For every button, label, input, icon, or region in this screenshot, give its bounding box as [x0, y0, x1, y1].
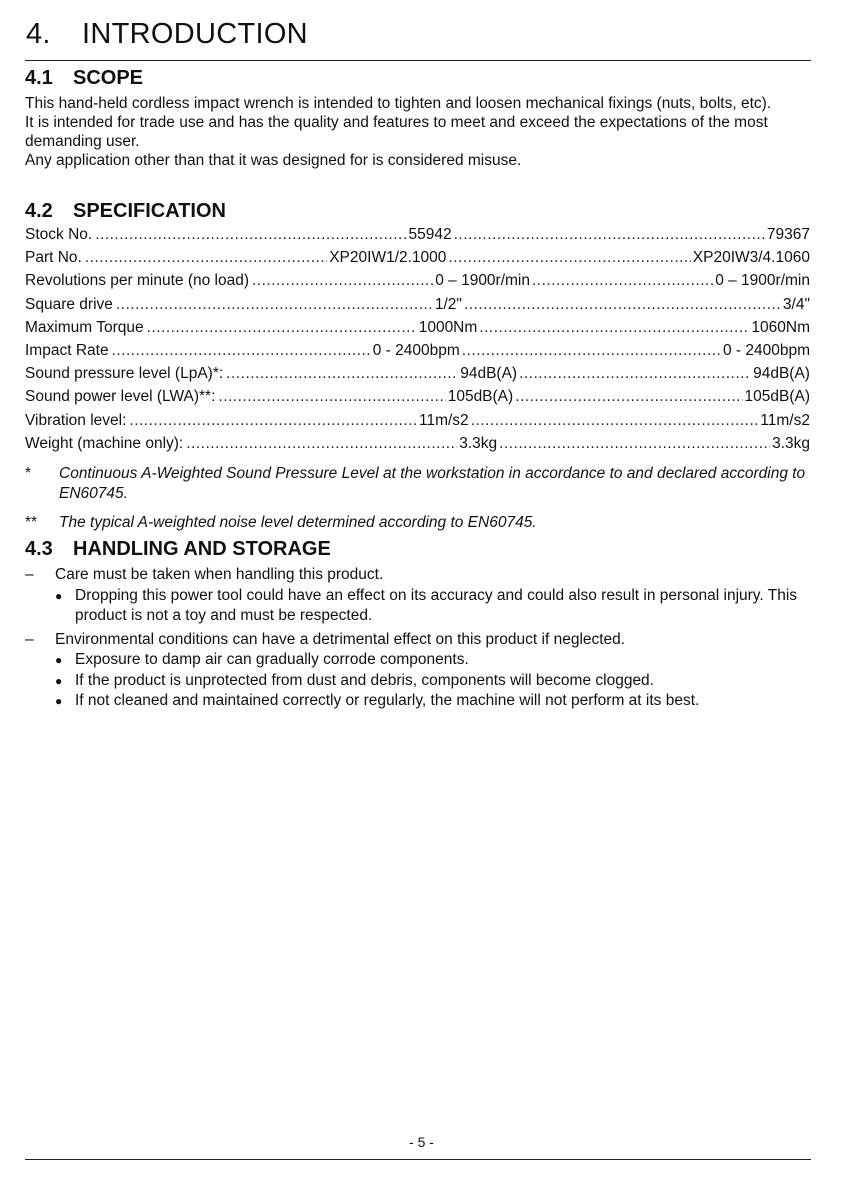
- footnote-text: Continuous A-Weighted Sound Pressure Level at the workstation in accordance to and declared according to EN60745.: [59, 465, 806, 502]
- spec-label: Sound power level (LWA)**:: [25, 388, 216, 406]
- scope-title: SCOPE: [73, 67, 144, 89]
- bullet-text: Exposure to damp air can gradually corrode components.: [75, 651, 469, 668]
- leader-dots: [252, 272, 433, 290]
- spec-value-model-1: 3.3kg: [459, 434, 498, 452]
- leader-dots: [147, 319, 417, 337]
- bullet-item: [55, 586, 815, 627]
- handling-number: 4.3: [25, 538, 53, 560]
- leader-dots: [226, 365, 458, 383]
- spec-value-model-1: 1/2": [434, 295, 462, 313]
- bullet-text: If the product is unprotected from dust and debris, components will become clogged.: [75, 671, 654, 689]
- specification-title: SPECIFICATION: [73, 200, 226, 222]
- spec-row: [25, 365, 810, 388]
- spec-row: [25, 226, 810, 249]
- spec-row: [25, 412, 810, 435]
- leader-dots: [186, 435, 457, 453]
- spec-label: Vibration level:: [25, 411, 127, 429]
- bullet-text: Dropping this power tool could have an effect on its accuracy and could also result in personal injury. This product is not a toy and must be respected.: [75, 586, 798, 624]
- spec-value-model-2: 3.3kg: [772, 434, 810, 452]
- spec-value-model-1: XP20IW1/2.1000: [329, 249, 447, 267]
- dash-mark: –: [25, 630, 34, 648]
- bullet-item: [55, 691, 815, 712]
- spec-value-model-1: 105dB(A): [447, 388, 514, 406]
- leader-dots: [218, 388, 445, 406]
- bullet-item: [55, 671, 815, 692]
- bullet-icon: ●: [55, 694, 63, 708]
- leader-dots: [112, 342, 371, 360]
- handling-title: HANDLING AND STORAGE: [73, 538, 331, 560]
- leader-dots: [532, 272, 713, 290]
- specification-notes: [25, 464, 815, 543]
- leader-dots: [116, 296, 433, 314]
- footnote: [25, 464, 815, 503]
- bullet-text: If not cleaned and maintained correctly or regularly, the machine will not perform at its best.: [75, 692, 700, 709]
- leader-dots: [499, 435, 770, 453]
- spec-value-model-2: 79367: [766, 226, 810, 243]
- spec-row: [25, 296, 810, 319]
- spec-row: [25, 319, 810, 342]
- spec-label: Revolutions per minute (no load): [25, 272, 250, 290]
- top-divider: [25, 60, 811, 61]
- leader-dots: [479, 319, 749, 337]
- dash-list-item: [25, 565, 815, 630]
- spec-value-model-2: 94dB(A): [753, 365, 810, 383]
- leader-dots: [95, 226, 406, 244]
- leader-dots: [129, 412, 417, 430]
- spec-value-model-2: 11m/s2: [760, 411, 810, 429]
- footnote-mark: *: [25, 465, 32, 482]
- dash-item-text: Care must be taken when handling this product.: [55, 566, 384, 583]
- spec-row: [25, 272, 810, 295]
- spec-label: Impact Rate: [25, 341, 109, 359]
- spec-label: Sound pressure level (LpA)*:: [25, 365, 224, 383]
- dash-mark: –: [25, 566, 34, 583]
- bullet-icon: ●: [55, 673, 63, 688]
- spec-label: Part No.: [25, 249, 82, 267]
- spec-value-model-1: 0 - 2400bpm: [372, 341, 460, 359]
- dash-item-text: Environmental conditions can have a detrimental effect on this product if neglected.: [55, 630, 626, 648]
- spec-value-model-1: 55942: [408, 226, 452, 243]
- bullet-icon: ●: [55, 588, 63, 603]
- spec-value-model-2: XP20IW3/4.1060: [692, 249, 810, 267]
- spec-row: [25, 342, 810, 365]
- spec-row: [25, 249, 810, 272]
- footnote: [25, 513, 815, 533]
- leader-dots: [85, 249, 327, 267]
- spec-value-model-1: 11m/s2: [419, 411, 469, 429]
- specification-table: [25, 226, 810, 458]
- handling-list: [25, 565, 815, 715]
- spec-row: [25, 435, 810, 458]
- leader-dots: [519, 365, 751, 383]
- page-number: - 5 -: [409, 1134, 434, 1150]
- scope-paragraph: Any application other than that it was designed for is considered misuse.: [25, 152, 522, 169]
- spec-value-model-1: 94dB(A): [460, 365, 518, 383]
- spec-row: [25, 388, 810, 411]
- spec-value-model-2: 0 – 1900r/min: [715, 272, 810, 290]
- spec-value-model-2: 105dB(A): [744, 388, 810, 406]
- bullet-item: [55, 650, 815, 671]
- scope-number: 4.1: [25, 67, 53, 89]
- scope-paragraph: It is intended for trade use and has the quality and features to meet and exceed the expectations of the most demanding user.: [25, 114, 768, 150]
- spec-label: Maximum Torque: [25, 318, 144, 336]
- bullet-list: [55, 586, 815, 627]
- leader-dots: [462, 342, 721, 360]
- leader-dots: [464, 296, 781, 314]
- spec-label: Weight (machine only):: [25, 434, 184, 452]
- spec-label: Stock No.: [25, 226, 93, 243]
- leader-dots: [454, 226, 765, 244]
- bullet-list: [55, 650, 815, 712]
- leader-dots: [471, 412, 759, 430]
- spec-value-model-2: 1060Nm: [751, 318, 810, 336]
- leader-dots: [515, 388, 742, 406]
- scope-text: [25, 94, 825, 170]
- handling-heading: [25, 538, 331, 561]
- footnote-mark: **: [25, 514, 38, 531]
- footnote-text: The typical A-weighted noise level determined according to EN60745.: [59, 514, 537, 531]
- bullet-icon: ●: [55, 653, 63, 667]
- section-number: 4.: [26, 18, 51, 50]
- section-title: INTRODUCTION: [82, 18, 308, 50]
- dash-list-item: [25, 630, 815, 715]
- scope-heading: [25, 67, 143, 90]
- leader-dots: [448, 249, 690, 267]
- spec-value-model-1: 0 – 1900r/min: [435, 272, 530, 290]
- page-title: [26, 18, 308, 51]
- spec-label: Square drive: [25, 295, 113, 313]
- spec-value-model-1: 1000Nm: [418, 318, 478, 336]
- spec-value-model-2: 3/4": [782, 295, 810, 313]
- specification-heading: [25, 200, 226, 223]
- specification-number: 4.2: [25, 200, 53, 222]
- spec-value-model-2: 0 - 2400bpm: [722, 341, 810, 359]
- bottom-divider: [25, 1159, 811, 1160]
- scope-paragraph: This hand-held cordless impact wrench is intended to tighten and loosen mechanical fixings (nuts, bolts, etc).: [25, 95, 772, 112]
